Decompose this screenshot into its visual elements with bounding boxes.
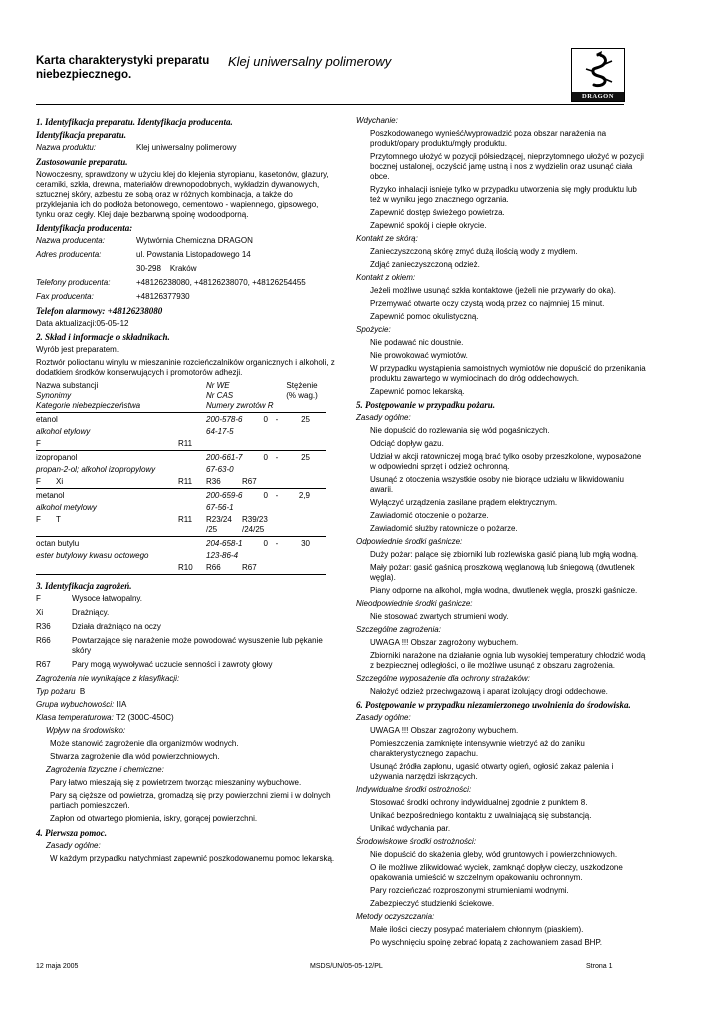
producer-value: Wytwórnia Chemiczna DRAGON [136, 236, 253, 245]
extinguishing-agent-item: Duży pożar: palące się zbiorniki lub rozlewiska gasić pianą lub mgłą wodną. [370, 550, 639, 559]
header-synonyms: Synonimy [36, 391, 72, 400]
substance-name: metanol [36, 491, 65, 500]
conc-dash: - [275, 453, 279, 462]
r-phrase: R11 [178, 439, 193, 448]
phones-label: Telefony producenta: [36, 278, 111, 287]
first-aid-general-label: Zasady ogólne: [46, 841, 101, 850]
eye-contact-item: Jeżeli możliwe usunąć szkła kontaktowe (jeżeli nie przywarły do oka). [370, 286, 616, 295]
use-description: Nowoczesny, sprawdzony w użyciu klej do klejenia styropianu, kasetonów, glazury, ceramiki, szkła, drewna, materiałów drewnopodobnych, wykładzin dywanowych, sztucznej skóry, azbestu ze sobą oraz w różnych kombinacja, a także do przyklejania ich do podłoża betonowego, cementowo - wapiennego, gipsowego, tynku oraz cegły. Klej daje bezbarwną spoinę wodoodporną. [36, 170, 329, 219]
footer-date: 12 maja 2005 [36, 963, 79, 970]
hazard-item [36, 636, 336, 656]
product-name-value: Klej uniwersalny polimerowy [136, 143, 237, 152]
temperature-label: Klasa temperaturowa: [36, 713, 114, 722]
release-general-item: Usunąć źródła zapłonu, ugasić otwarty ogień, ogłosić zakaz palenia i używania narzędzi iskrzących. [370, 762, 614, 781]
alarm-phone: Telefon alarmowy: +48126238080 [36, 306, 163, 316]
table-row [36, 415, 326, 425]
phones-value: +48126238080, +48126238070, +48126254455 [136, 278, 306, 287]
hazard-categories [36, 439, 178, 449]
table-header-row2 [36, 391, 326, 401]
environmental-precautions-label: Środowiskowe środki ostrożności: [356, 837, 477, 846]
right-column [356, 116, 648, 951]
substance-we: 204-658-1 [206, 539, 243, 548]
conc-max: 2,9 [298, 491, 310, 500]
r-phrase: R11 [178, 477, 193, 486]
temperature-value: T2 (300C-450C) [115, 713, 174, 722]
environmental-precaution-item: Zabezpieczyć studzienki ściekowe. [370, 899, 495, 908]
substance-cas: 67-56-1 [206, 503, 234, 512]
composition-table [36, 381, 326, 575]
substance-name: octan butylu [36, 539, 80, 548]
ingestion-item: W przypadku wystąpienia samoistnych wymiotów nie dopuścić do przenikania produktu zawartego w wymiocinach do dróg oddechowych. [370, 364, 646, 383]
conc-max: 25 [301, 453, 310, 462]
document-title-line1: Karta charakterystyki preparatu [36, 55, 210, 67]
section-2-heading: 2. Skład i informacje o składnikach. [36, 332, 170, 342]
logo-text: DRAGON [572, 92, 624, 101]
producer-row [36, 236, 336, 246]
substance-we: 200-578-6 [206, 415, 243, 424]
conc-dash: - [275, 491, 279, 500]
composition-p1: Wyrób jest preparatem. [36, 345, 120, 354]
table-row-categories [36, 515, 326, 537]
hazard-category: T [56, 515, 61, 524]
header-cas: Nr CAS [206, 391, 234, 400]
composition-p2: Roztwór polioctanu winylu w mieszaninie rozcieńczalników organicznych i alkoholi, z dodatkiem środków konserwujących i promotorów adhezji. [36, 358, 335, 377]
hazard-categories [36, 477, 178, 487]
substance-name: etanol [36, 415, 58, 424]
eye-contact-label: Kontakt z okiem: [356, 273, 416, 282]
conc-dash: - [275, 415, 279, 424]
fire-general-item: Zawiadomić otoczenie o pożarze. [370, 511, 489, 520]
temperature-row [36, 713, 336, 723]
r-phrase: R36 [206, 477, 221, 486]
header-conc: Stężenie [286, 381, 318, 390]
substance-synonym: ester butylowy kwasu octowego [36, 551, 149, 560]
unsuitable-agents-label: Nieodpowiednie środki gaśnicze: [356, 599, 473, 608]
r-phrase: R39/23 /24/25 [242, 515, 268, 534]
explosive-label: Grupa wybuchowości: [36, 700, 115, 709]
personal-precaution-item: Stosować środki ochrony indywidualnej zgodnie z punktem 8. [370, 798, 588, 807]
inhalation-item: Ryzyko inhalacji isnieje tylko w przypadku utworzenia się mgły produktu lub też w wyniku jego znacznego ogrzania. [370, 185, 637, 204]
dragon-logo [571, 48, 625, 102]
firefighter-equipment-item: Nałożyć odzież przeciwgazową i aparat izolujący drogi oddechowe. [370, 687, 608, 696]
table-row [36, 539, 326, 549]
hazard-item [36, 660, 336, 670]
r-phrase: R10 [178, 563, 193, 572]
substance-cas: 123-86-4 [206, 551, 239, 560]
special-hazards-label: Szczególne zagrożenia: [356, 625, 441, 634]
hazard-item [36, 608, 336, 618]
r-phrase: R67 [242, 477, 257, 486]
hazard-code: F [36, 594, 41, 603]
environmental-precaution-item: Pary rozcieńczać rozproszonymi strumieniami wodnymi. [370, 886, 569, 895]
eye-contact-item: Zapewnić pomoc okulistyczną. [370, 312, 479, 321]
producer-label: Nazwa producenta: [36, 236, 105, 245]
fire-type-value: B [79, 687, 86, 696]
ingestion-label: Spożycie: [356, 325, 391, 334]
physical-item: Pary są cięższe od powietrza, gromadzą się przy powierzchni ziemi i w dolnych partiach pomieszczeń. [50, 791, 331, 810]
unsuitable-agent-item: Nie stosować zwartych strumieni wody. [370, 612, 509, 621]
fire-general-item: Odciąć dopływ gazu. [370, 439, 444, 448]
fax-value: +48126377930 [136, 292, 190, 301]
product-name-row [36, 143, 336, 153]
conc-min: 0 [263, 539, 268, 548]
ingestion-item: Zapewnić pomoc lekarską. [370, 387, 465, 396]
fire-general-item: Zawiadomić służby ratownicze o pożarze. [370, 524, 518, 533]
extinguishing-agents-label: Odpowiednie środki gaśnicze: [356, 537, 463, 546]
fire-general-label: Zasady ogólne: [356, 413, 411, 422]
special-hazard-item: UWAGA !!! Obszar zagrożony wybuchem. [370, 638, 519, 647]
inhalation-item: Przytomnego ułożyć w pozycji półsiedzącej, nieprzytomnego ułożyć w pozycji bocznej ustalonej, oczyścić jamę ustną i nos z wydzielin oraz usunąć ciała obce. [370, 152, 644, 181]
hazard-code: R36 [36, 622, 51, 631]
release-general-item: Pomieszczenia zamknięte intensywnie wietrzyć aż do zaniku charakterystycznego zapachu. [370, 739, 585, 758]
sub-heading-producer: Identyfikacja producenta: [36, 223, 133, 233]
substance-we: 200-659-6 [206, 491, 243, 500]
phones-row [36, 278, 336, 288]
fire-general-item: Wyłączyć urządzenia zasilane prądem elektrycznym. [370, 498, 558, 507]
cleanup-methods-label: Metody oczyszczania: [356, 912, 435, 921]
table-row-synonym [36, 551, 326, 561]
sub-heading-preparation: Identyfikacja preparatu. [36, 130, 126, 140]
release-general-item: UWAGA !!! Obszar zagrożony wybuchem. [370, 726, 519, 735]
dragon-icon [572, 49, 624, 92]
header-we: Nr WE [206, 381, 230, 390]
table-row [36, 491, 326, 501]
hazard-text: Powtarzające się narażenie może powodować wysuszenie lub pękanie skóry [72, 636, 323, 655]
substance-we: 200-661-7 [206, 453, 243, 462]
extinguishing-agent-item: Mały pożar: gasić gaśnicą proszkową węglanową lub śniegową (dwutlenek węgla). [370, 563, 635, 582]
conc-min: 0 [263, 453, 268, 462]
conc-min: 0 [263, 491, 268, 500]
not-classified-label: Zagrożenia nie wynikające z klasyfikacji: [36, 674, 180, 683]
conc-max: 30 [301, 539, 310, 548]
city-row [36, 264, 336, 274]
table-body [36, 415, 326, 575]
header-divider [36, 104, 624, 105]
section-1-heading: 1. Identyfikacja preparatu. Identyfikacja producenta. [36, 117, 233, 127]
hazard-text: Wysoce łatwopalny. [72, 594, 143, 603]
conc-dash: - [275, 539, 279, 548]
r-phrase: R66 [206, 563, 221, 572]
fax-label: Fax producenta: [36, 292, 94, 301]
fire-general-item: Usunąć z otoczenia wszystkie osoby nie biorące udziału w likwidowaniu awarii. [370, 475, 624, 494]
table-header-row3 [36, 401, 326, 413]
document-title-line2: niebezpiecznego. [36, 69, 132, 81]
environment-item: Stwarza zagrożenie dla wód powierzchniowych. [50, 752, 220, 761]
skin-contact-item: Zdjąć zanieczyszczoną odzież. [370, 260, 480, 269]
footer-code: MSDS/UN/05-05-12/PL [310, 963, 383, 970]
hazard-category: Xi [56, 477, 64, 486]
conc-max: 25 [301, 415, 310, 424]
substance-name: izopropanol [36, 453, 78, 462]
explosive-row [36, 700, 336, 710]
header-r-numbers: Numery zwrotów R [206, 401, 274, 410]
product-name-header: Klej uniwersalny polimerowy [228, 54, 392, 69]
hazard-category: F [36, 515, 41, 524]
update-date: Data aktualizacji:05-05-12 [36, 319, 129, 328]
personal-precaution-item: Unikać bezpośredniego kontaktu z uwalniającą się substancją. [370, 811, 592, 820]
inhalation-item: Zapewnić spokój i ciepłe okrycie. [370, 221, 487, 230]
substance-synonym: alkohol etylowy [36, 427, 91, 436]
table-row [36, 453, 326, 463]
physical-label: Zagrożenia fizyczne i chemiczne: [46, 765, 164, 774]
table-row-synonym [36, 427, 326, 437]
hazard-category: F [36, 439, 41, 448]
section-6-heading: 6. Postępowanie w przypadku niezamierzonego uwolnienia do środowiska. [356, 700, 631, 710]
firefighter-equipment-label: Szczególne wyposażenie dla ochrony strażaków: [356, 674, 530, 683]
document-title [36, 54, 236, 82]
inhalation-item: Poszkodowanego wynieść/wyprowadzić poza obszar narażenia na produkt/opary produktu/mgły produktu. [370, 129, 607, 148]
section-5-heading: 5. Postępowanie w przypadku pożaru. [356, 400, 496, 410]
hazard-list [36, 594, 336, 670]
inhalation-label: Wdychanie: [356, 116, 398, 125]
special-hazard-item: Zbiorniki narażone na działanie ognia lub wysokiej temperatury chłodzić wodą z bezpiecznej odległości, o ile możliwe usunąć z obszaru zagrożenia. [370, 651, 646, 670]
table-header-row1 [36, 381, 326, 391]
physical-item: Pary łatwo mieszają się z powietrzem tworząc mieszaniny wybuchowe. [50, 778, 302, 787]
r-phrase: R67 [242, 563, 257, 572]
hazard-categories [36, 515, 178, 525]
ingestion-item: Nie podawać nic doustnie. [370, 338, 464, 347]
inhalation-item: Zapewnić dostęp świeżego powietrza. [370, 208, 505, 217]
hazard-code: R67 [36, 660, 51, 669]
address-row [36, 250, 336, 260]
cleanup-method-item: Małe ilości cieczy posypać materiałem chłonnym (piaskiem). [370, 925, 584, 934]
table-row-categories [36, 477, 326, 489]
fax-row [36, 292, 336, 302]
header-name: Nazwa substancji [36, 381, 99, 390]
environment-item: Może stanowić zagrożenie dla organizmów wodnych. [50, 739, 239, 748]
table-row-synonym [36, 465, 326, 475]
release-general-label: Zasady ogólne: [356, 713, 411, 722]
skin-contact-item: Zanieczyszczoną skórę zmyć dużą ilością wody z mydłem. [370, 247, 578, 256]
environmental-precaution-item: O ile możliwe zlikwidować wyciek, zamknąć dopływ cieczy, uszkodzone opakowania umieścić w szczelnym opakowaniu ochronnym. [370, 863, 623, 882]
hazard-item [36, 594, 336, 604]
hazard-text: Drażniący. [72, 608, 110, 617]
skin-contact-label: Kontakt ze skórą: [356, 234, 418, 243]
fire-general-item: Udział w akcji ratowniczej mogą brać tylko osoby przeszkolone, wyposażone w odpowiedni sprzęt i odzież ochronną. [370, 452, 642, 471]
address-value: ul. Powstania Listopadowego 14 [136, 250, 251, 259]
substance-cas: 64-17-5 [206, 427, 234, 436]
hazard-text: Działa drażniąco na oczy [72, 622, 161, 631]
eye-contact-item: Przemywać otwarte oczy czystą wodą przez co najmniej 15 minut. [370, 299, 605, 308]
r-phrase: R11 [178, 515, 193, 524]
substance-cas: 67-63-0 [206, 465, 234, 474]
table-row-synonym [36, 503, 326, 513]
substance-synonym: propan-2-ol; alkohol izopropylowy [36, 465, 156, 474]
hazard-category: F [36, 477, 41, 486]
hazard-item [36, 622, 336, 632]
sub-heading-use: Zastosowanie preparatu. [36, 157, 128, 167]
table-row-categories [36, 563, 326, 575]
environment-list [36, 739, 336, 762]
footer-page: Strona 1 [586, 963, 613, 970]
explosive-value: IIA [116, 700, 127, 709]
hazard-code: R66 [36, 636, 51, 645]
personal-precautions-label: Indywidualne środki ostrożności: [356, 785, 472, 794]
first-aid-general-text: W każdym przypadku natychmiast zapewnić poszkodowanemu pomoc lekarską. [50, 854, 335, 863]
physical-item: Zapłon od otwartego płomienia, iskry, gorącej powierzchni. [50, 814, 258, 823]
city: Kraków [169, 264, 197, 273]
address-label: Adres producenta: [36, 250, 102, 259]
header-unit: (% wag.) [286, 391, 318, 400]
section-3-heading: 3. Identyfikacja zagrożeń. [36, 581, 132, 591]
hazard-text: Pary mogą wywoływać uczucie senności i zawroty głowy [72, 660, 273, 669]
hazard-code: Xi [36, 608, 44, 617]
cleanup-method-item: Po wyschnięciu spoinę zebrać łopatą z zachowaniem zasad BHP. [370, 938, 602, 947]
physical-list [36, 778, 336, 824]
fire-type-row [36, 687, 336, 697]
fire-type-label: Typ pożaru [36, 687, 76, 696]
ingestion-item: Nie prowokować wymiotów. [370, 351, 468, 360]
substance-synonym: alkohol metylowy [36, 503, 97, 512]
r-phrase: R23/24 /25 [206, 515, 232, 534]
product-name-label: Nazwa produktu: [36, 143, 97, 152]
left-column [36, 116, 336, 867]
extinguishing-agent-item: Piany odporne na alkohol, mgła wodna, dwutlenek węgla, proszki gaśnicze. [370, 586, 638, 595]
table-row-categories [36, 439, 326, 451]
fire-general-item: Nie dopuścić do rozlewania się wód pogaśniczych. [370, 426, 550, 435]
header-categories: Kategorie niebezpieczeństwa [36, 401, 141, 410]
section-4-heading: 4. Pierwsza pomoc. [36, 828, 107, 838]
conc-min: 0 [263, 415, 268, 424]
zip-code: 30-298 [136, 264, 161, 273]
environment-label: Wpływ na środowisko: [46, 726, 126, 735]
environmental-precaution-item: Nie dopuścić do skażenia gleby, wód gruntowych i powierzchniowych. [370, 850, 618, 859]
personal-precaution-item: Unikać wdychania par. [370, 824, 451, 833]
